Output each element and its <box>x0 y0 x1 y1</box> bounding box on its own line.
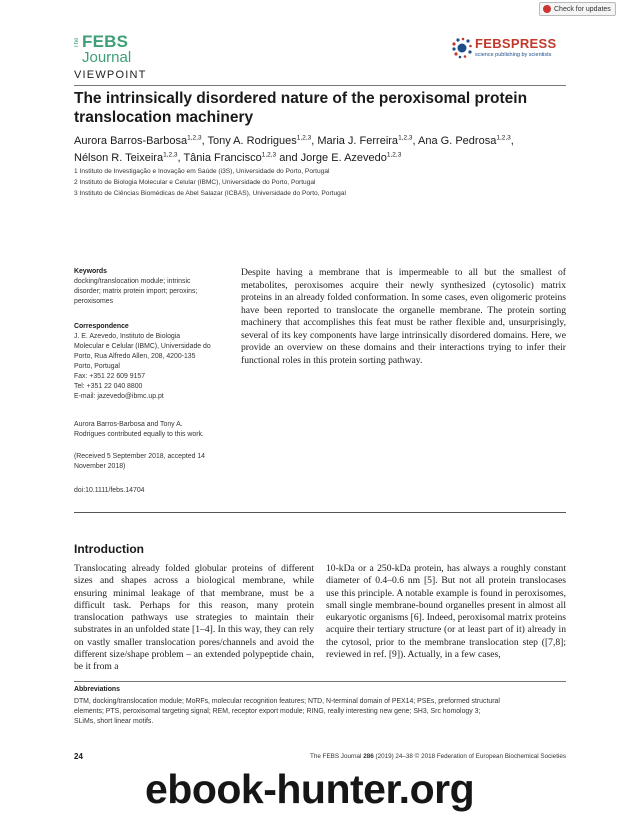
author: Maria J. Ferreira$^{1,2,3}$, <box>317 134 419 147</box>
footer-journal: The FEBS Journal <box>310 753 362 760</box>
affiliation: 3 Instituto de Ciências Biomédicas de Abel Salazar (ICBAS), Universidade do Porto, Portugal <box>74 190 346 197</box>
author: Tony A. Rodrigues$^{1,2,3}$, <box>207 134 318 147</box>
author: Ana G. Pedrosa$^{1,2,3}$, <box>418 134 514 147</box>
abbreviations-line: DTM, docking/translocation module; MoRFs, molecular recognition features; NTD, N-terminal domain of PEX14; PSEs, preformed structural <box>74 698 500 705</box>
check-for-updates-label: Check for updates <box>554 6 611 13</box>
section-divider <box>74 512 566 513</box>
correspondence-line: Fax: +351 22 609 9157 <box>74 373 146 380</box>
section-label: VIEWPOINT <box>74 69 147 81</box>
keywords-line: disorder; matrix protein import; peroxins; <box>74 288 198 295</box>
febs-press-tagline: science publishing by scientists <box>475 52 552 58</box>
correspondence-line: Molecular e Celular (IBMC), Universidade do <box>74 343 211 350</box>
contribution-line: Rodrigues contributed equally to this work. <box>74 431 204 438</box>
logo-the-text: The <box>74 37 80 48</box>
affiliation: 1 Instituto de Investigação e Inovação em Saúde (i3S), Universidade do Porto, Portugal <box>74 168 330 175</box>
received-note <box>74 452 239 472</box>
intro-column-left: Translocating already folded globular proteins of different sizes and shapes across a biological membrane, while ensuring minimal leakage of that membrane, must be a difficult task. Perhaps for this reason, many protein translocation pathways use strategies to maintain their substrates in an unfolded state [1–4]. In this way, they can rely on vastly smaller translocation pores/channels and avoid the different size/shape problem – an extended polypeptide chain, be it from a <box>74 563 314 673</box>
abbreviations-heading: Abbreviations <box>74 686 120 693</box>
abbreviations-divider <box>74 681 566 682</box>
received-line: November 2018) <box>74 463 126 470</box>
article-title: The intrinsically disordered nature of the peroxisomal protein translocation machinery <box>74 90 528 126</box>
correspondence-line: Tel: +351 22 040 8800 <box>74 383 143 390</box>
contribution-note <box>74 420 239 440</box>
correspondence-block <box>74 322 239 402</box>
author: Nélson R. Teixeira$^{1,2,3}$, <box>74 151 184 164</box>
logo-journal-text: Journal <box>82 49 132 66</box>
intro-column-right: 10-kDa or a 250-kDa protein, has always a roughly constant diameter of 0.4–0.6 nm [5]. But not all protein translocases use this principle. A notable example is found in peroxisomes, small single membrane-bound organelles present in almost all eukaryotic organisms [6]. Indeed, peroxisomal matrix proteins acquire their tertiary structure (or at least part of it) already in the cytosol, prior to the membrane translocation step ([7,8]; reviewed in ref. [9]). Actually, in a few cases, <box>326 563 566 661</box>
introduction-heading: Introduction <box>74 542 144 556</box>
page-number: 24 <box>74 752 83 761</box>
check-for-updates-button[interactable] <box>539 2 616 16</box>
febs-journal-logo <box>74 34 138 70</box>
journal-footer <box>290 753 566 760</box>
author: Jorge E. Azevedo$^{1,2,3}$ <box>300 151 402 164</box>
abstract: Despite having a membrane that is impermeable to all but the smallest of metabolites, peroxisomes acquire their newly synthesized (cytosolic) matrix proteins in an already folded conformation. In some cases, even oligomeric proteins have been reported to translocate the organelle membrane. The protein sorting machinery that accomplishes this feat must be rather flexible and, unsurprisingly, several of its key components have large intrinsically disordered domains. Here, we provide an overview on these domains and their interactions trying to infer their functional roles in this protein sorting pathway. <box>241 267 566 366</box>
febs-press-logo <box>451 36 566 66</box>
watermark: ebook-hunter.org <box>145 766 475 812</box>
received-line: (Received 5 September 2018, accepted 14 <box>74 453 206 460</box>
correspondence-heading: Correspondence <box>74 323 129 330</box>
contribution-line: Aurora Barros-Barbosa and Tony A. <box>74 421 183 428</box>
keywords-block <box>74 267 239 307</box>
doi-link[interactable]: doi:10.1111/febs.14704 <box>74 487 145 494</box>
keywords-heading: Keywords <box>74 268 107 275</box>
abbreviations-line: elements; PTS, peroxisomal targeting signal; REM, receptor export module; RING, really interesting new gene; SH3, Src homology 3; <box>74 708 481 715</box>
author: Aurora Barros-Barbosa$^{1,2,3}$, <box>74 134 208 147</box>
febs-press-dots-icon <box>451 37 473 59</box>
correspondence-line: Porto, Rua Alfredo Allen, 208, 4200-135 <box>74 353 196 360</box>
keywords-line: peroxisomes <box>74 298 114 305</box>
affiliation: 2 Instituto de Biologia Molecular e Celular (IBMC), Universidade do Porto, Portugal <box>74 179 316 186</box>
correspondence-email[interactable]: E-mail: jazevedo@ibmc.up.pt <box>74 393 164 400</box>
correspondence-line: Porto, Portugal <box>74 363 120 370</box>
footer-copyright: (2019) 24–38 © 2018 Federation of European Biochemical Societies <box>375 753 566 760</box>
correspondence-line: J. E. Azevedo, Instituto de Biologia <box>74 333 181 340</box>
crossmark-icon <box>543 5 551 13</box>
logo-febs-text: FEBS <box>82 32 129 51</box>
abbreviations-line: SLiMs, short linear motifs. <box>74 718 154 725</box>
footer-volume: 286 <box>363 753 374 760</box>
header-divider <box>74 85 566 86</box>
author-list <box>74 131 566 165</box>
abbreviations-text <box>74 697 566 727</box>
febs-press-name: FEBSPRESS <box>475 36 557 51</box>
author: Tânia Francisco$^{1,2,3}$ and <box>183 151 301 164</box>
keywords-line: docking/translocation module; intrinsic <box>74 278 191 285</box>
